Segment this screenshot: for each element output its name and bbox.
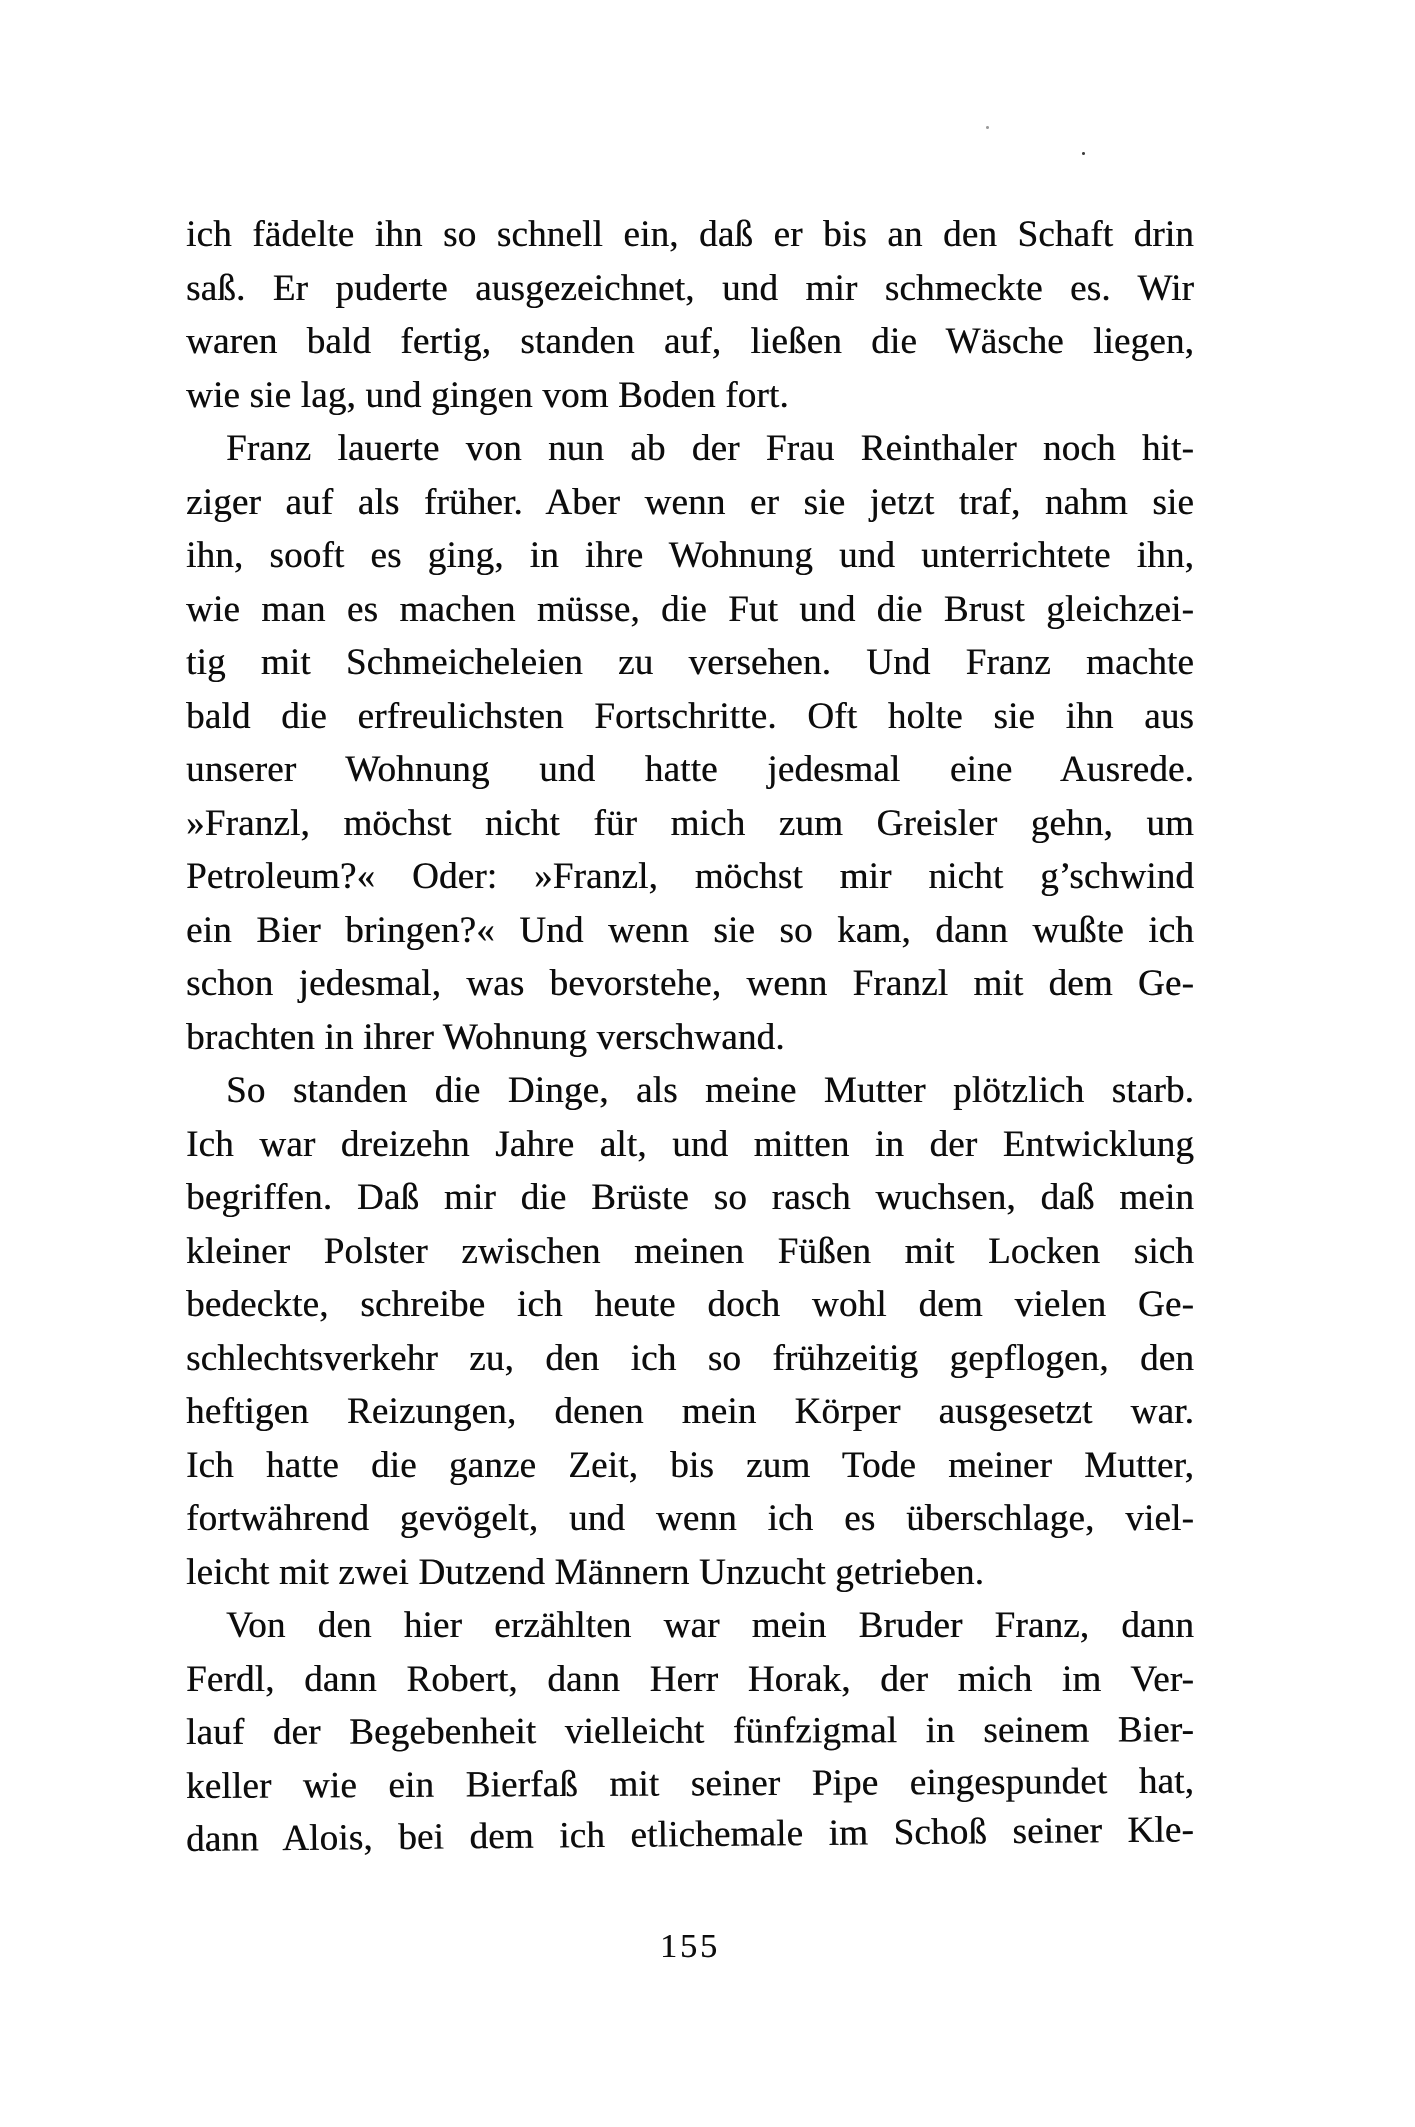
text-line: schlechtsverkehr zu, den ich so frühzeitig gepflogen, den xyxy=(186,1337,1194,1379)
text-line: Petroleum?« Oder: »Franzl, möchst mir nicht g’schwind xyxy=(186,856,1194,897)
scan-speck xyxy=(1082,152,1085,155)
scan-speck xyxy=(986,126,989,129)
text-line: leicht mit zwei Dutzend Männern Unzucht getrieben. xyxy=(186,1551,985,1593)
text-line: dann Alois, bei dem ich etlichemale im Schoß seiner Kle- xyxy=(185,1809,1195,1860)
text-line: schon jedesmal, was bevorstehe, wenn Franzl mit dem Ge- xyxy=(186,963,1194,1004)
text-line: Ich hatte die ganze Zeit, bis zum Tode meiner Mutter, xyxy=(186,1444,1194,1486)
text-line: kleiner Polster zwischen meinen Füßen mit Locken sich xyxy=(186,1230,1194,1272)
text-line: ziger auf als früher. Aber wenn er sie jetzt traf, nahm sie xyxy=(186,481,1194,523)
text-line: begriffen. Daß mir die Brüste so rasch wuchsen, daß mein xyxy=(186,1177,1194,1218)
text-line: Ferdl, dann Robert, dann Herr Horak, der mich im Ver- xyxy=(186,1658,1194,1700)
text-line: »Franzl, möchst nicht für mich zum Greisler gehn, um xyxy=(186,802,1194,844)
text-line: Franz lauerte von nun ab der Frau Reinthaler noch hit- xyxy=(226,428,1194,469)
text-line: Ich war dreizehn Jahre alt, und mitten in der Entwicklung xyxy=(186,1123,1194,1165)
text-line: bedeckte, schreibe ich heute doch wohl dem vielen Ge- xyxy=(186,1284,1194,1325)
text-line: heftigen Reizungen, denen mein Körper ausgesetzt war. xyxy=(186,1391,1194,1432)
text-line: tig mit Schmeicheleien zu versehen. Und Franz machte xyxy=(186,642,1194,683)
text-line: Von den hier erzählten war mein Bruder Franz, dann xyxy=(226,1605,1194,1646)
page-number: 155 xyxy=(660,1928,720,1965)
text-line: ein Bier bringen?« Und wenn sie so kam, dann wußte ich xyxy=(186,909,1194,951)
text-line: ihn, sooft es ging, in ihre Wohnung und unterrichtete ihn, xyxy=(186,535,1194,576)
body-text xyxy=(186,208,1194,1867)
text-line: brachten in ihrer Wohnung verschwand. xyxy=(186,1016,785,1058)
text-line: keller wie ein Bierfaß mit seiner Pipe eingespundet hat, xyxy=(185,1760,1195,1807)
text-line: So standen die Dinge, als meine Mutter plötzlich starb. xyxy=(226,1070,1194,1111)
text-line: wie man es machen müsse, die Fut und die Brust gleichzei- xyxy=(186,588,1194,630)
text-line: unserer Wohnung und hatte jedesmal eine Ausrede. xyxy=(186,749,1194,790)
text-line: wie sie lag, und gingen vom Boden fort. xyxy=(186,374,789,416)
text-line: fortwährend gevögelt, und wenn ich es überschlage, viel- xyxy=(186,1498,1194,1539)
text-line: saß. Er puderte ausgezeichnet, und mir schmeckte es. Wir xyxy=(186,267,1194,309)
text-line: ich fädelte ihn so schnell ein, daß er bis an den Schaft drin xyxy=(186,214,1194,255)
text-line: waren bald fertig, standen auf, ließen die Wäsche liegen, xyxy=(186,321,1194,362)
text-line: bald die erfreulichsten Fortschritte. Oft holte sie ihn aus xyxy=(186,695,1194,737)
text-line: lauf der Begebenheit vielleicht fünfzigmal in seinem Bier- xyxy=(185,1709,1195,1753)
